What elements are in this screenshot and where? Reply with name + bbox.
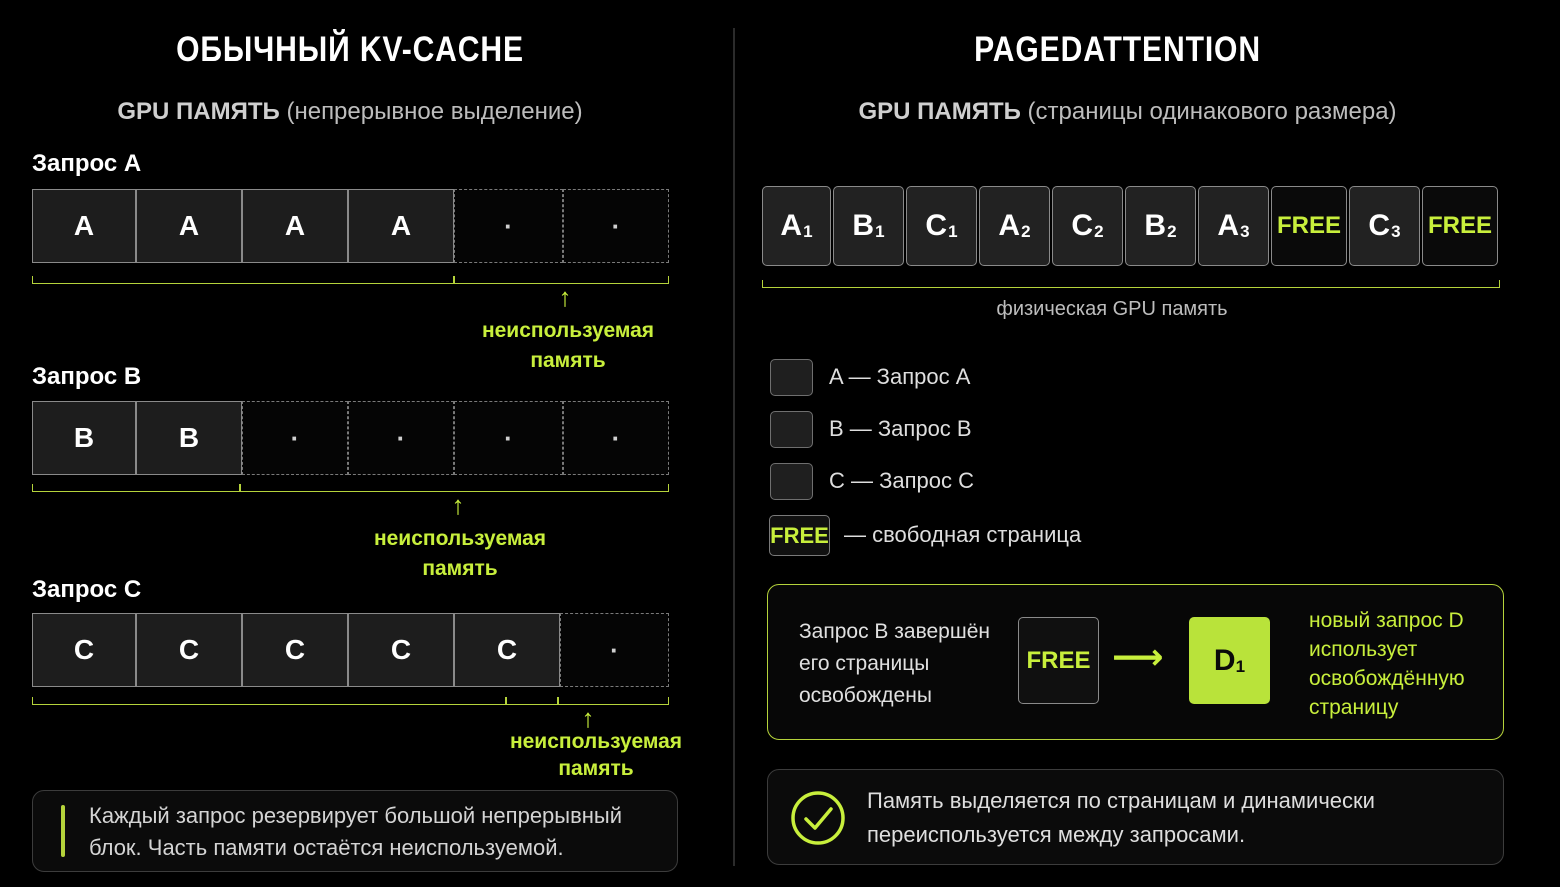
page-letter: A [998,209,1021,242]
page-cell [906,186,977,266]
freed-page: FREE [1018,617,1099,704]
used-bracket [32,697,506,705]
request-a-row [32,189,669,263]
block-cell: A [32,189,136,263]
page-cell [1349,186,1420,266]
unused-label-a [468,316,668,376]
page-cell [1052,186,1123,266]
block-cell: C [454,613,560,687]
legend-a: A — Запрос A [829,364,971,389]
physical-memory-label: физическая GPU память [996,298,1228,320]
page-cell [1198,186,1269,266]
request-b-finished-text [799,616,990,712]
left-subtitle [30,98,670,126]
unused-label-c [496,728,696,782]
legend-b: B — Запрос B [829,416,972,441]
block-cell: C [136,613,242,687]
block-cell: C [348,613,454,687]
unused-line2: память [422,557,498,580]
accent-bar [61,805,65,857]
unused-label-b [360,524,560,584]
note-line2: блок. Часть памяти остаётся неиспользуемой. [89,835,564,860]
bracket-segment [506,697,558,705]
right-subtitle [770,98,1485,126]
left-title: ОБЫЧНЫЙ KV-CACHE [176,30,524,69]
right-subtitle-rest: (страницы одинакового размера) [1027,98,1397,125]
empty-cell: · [560,613,669,687]
left-subtitle-rest: (непрерывное выделение) [286,98,583,125]
legend-c: C — Запрос C [829,468,975,493]
block-cell: A [242,189,348,263]
summary-line1: Память выделяется по страницам и динамически [867,788,1375,813]
legend-swatch-c [770,463,813,500]
up-arrow-icon: ↑ [558,282,572,312]
right-arrow-icon: ⟶ [1112,636,1164,677]
page-letter: C [1368,209,1391,242]
page-subscript: 1 [803,222,813,241]
page-letter: B [1144,209,1167,242]
reuse-left-line3: освобождены [799,684,932,707]
summary-line2: переиспользуется между запросами. [867,822,1246,847]
page-subscript: 1 [948,222,958,241]
left-note-box [32,790,678,872]
left-subtitle-bold: GPU ПАМЯТЬ [117,98,280,125]
page-letter: C [1071,209,1094,242]
gpu-pages-row [762,186,1500,266]
unused-line1: неиспользуемая [373,527,547,550]
empty-cell: · [563,401,669,475]
reuse-right-line3: освобождённую [1309,667,1465,690]
reuse-left-line2: его страницы [799,652,930,675]
legend-swatch-b [770,411,813,448]
up-arrow-icon: ↑ [581,703,595,733]
page-cell [762,186,831,266]
summary-text [867,784,1375,852]
free-page [1271,186,1347,266]
used-bracket [32,484,240,492]
left-note-text [89,800,622,864]
block-cell: C [242,613,348,687]
page-letter: FREE [1276,212,1341,239]
page-letter: A [780,209,803,242]
right-title: PAGEDATTENTION [974,30,1261,69]
up-arrow-icon: ↑ [451,490,465,520]
empty-cell: · [242,401,348,475]
page-subscript: 2 [1094,222,1104,241]
summary-box [767,769,1504,865]
new-page-sub: 1 [1235,656,1246,676]
empty-cell: · [563,189,669,263]
request-c-row [32,613,669,687]
page-subscript: 2 [1167,222,1177,241]
block-cell: B [32,401,136,475]
unused-bracket [558,697,669,705]
block-cell: C [32,613,136,687]
new-request-text [1309,606,1465,722]
page-cell [979,186,1050,266]
page-letter: C [925,209,948,242]
unused-line1: неиспользуемая [509,730,683,753]
reuse-right-line2: использует [1309,638,1418,661]
reuse-box [767,584,1504,740]
page-cell [833,186,904,266]
request-c-label: Запрос C [32,576,142,603]
unused-line1: неиспользуемая [481,319,655,342]
legend-free: — свободная страница [844,522,1082,547]
right-subtitle-bold: GPU ПАМЯТЬ [858,98,1021,125]
request-b-label: Запрос B [32,363,142,390]
page-subscript: 2 [1021,222,1031,241]
page-letter: A [1217,209,1240,242]
page-cell [1125,186,1196,266]
unused-line2: память [530,349,606,372]
block-cell: B [136,401,242,475]
page-subscript: 1 [875,222,885,241]
empty-cell: · [348,401,454,475]
reuse-right-line4: страницу [1309,696,1399,719]
legend-free-tag: FREE [769,515,830,556]
legend-swatch-a [770,359,813,396]
physical-bracket [762,280,1500,288]
page-letter: FREE [1427,212,1492,239]
new-page-d1 [1189,617,1270,704]
check-circle-icon [790,790,846,846]
page-subscript: 3 [1240,222,1250,241]
free-page [1422,186,1498,266]
request-b-row [32,401,669,475]
page-letter: B [852,209,875,242]
empty-cell: · [454,189,563,263]
block-cell: A [136,189,242,263]
reuse-right-line1: новый запрос D [1309,609,1464,632]
unused-line2: память [558,757,634,780]
panel-divider [733,28,735,866]
reuse-left-line1: Запрос B завершён [799,620,990,643]
used-bracket [32,276,454,284]
new-page-letter: D [1213,643,1236,677]
empty-cell: · [454,401,563,475]
block-cell: A [348,189,454,263]
request-a-label: Запрос A [32,150,142,177]
page-subscript: 3 [1391,222,1401,241]
note-line1: Каждый запрос резервирует большой непрерывный [89,803,623,828]
